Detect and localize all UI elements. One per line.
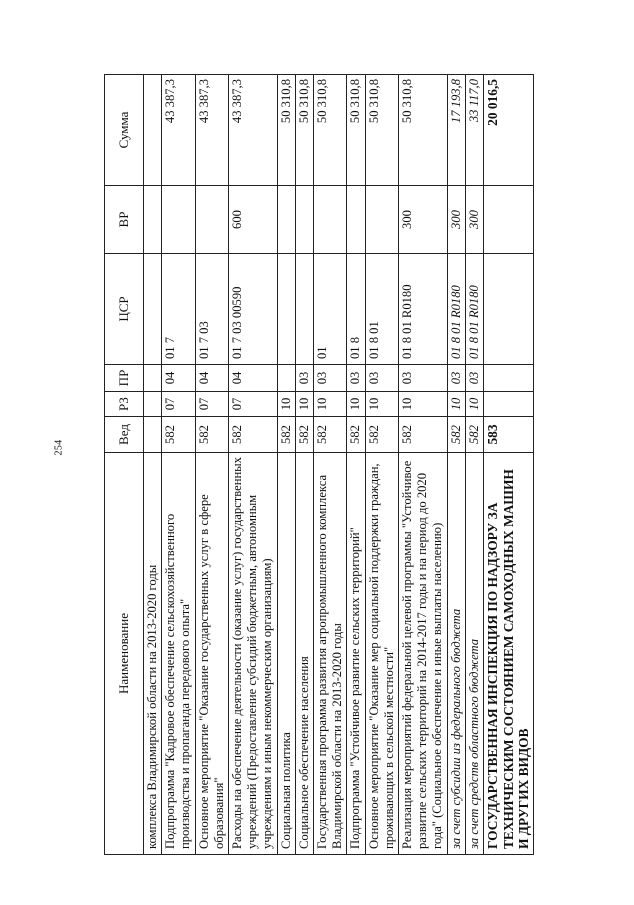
column-header-name: Наименование <box>105 453 144 855</box>
cell-sum: 43 387,3 <box>195 75 228 186</box>
cell-csr: 01 8 01 R0180 <box>447 254 465 365</box>
cell-vr <box>162 186 195 254</box>
table-row <box>162 75 195 855</box>
table-row <box>314 75 347 855</box>
cell-sum: 50 310,8 <box>314 75 347 186</box>
cell-rz: 10 <box>295 392 313 417</box>
cell-name: Социальное обеспечение населения <box>295 453 313 855</box>
cell-rz: 10 <box>447 392 465 417</box>
column-header-csr: ЦСР <box>105 254 144 365</box>
cell-vr: 300 <box>465 186 483 254</box>
table-row <box>277 75 295 855</box>
cell-name: Подпрограмма "Устойчивое развитие сельских территорий" <box>347 453 365 855</box>
column-header-ved: Вед <box>105 417 144 453</box>
cell-rz: 10 <box>347 392 365 417</box>
table-row <box>144 75 162 855</box>
cell-ved: 582 <box>447 417 465 453</box>
table-row <box>229 75 278 855</box>
cell-pr <box>484 365 534 392</box>
cell-sum: 50 310,8 <box>277 75 295 186</box>
cell-sum: 50 310,8 <box>399 75 448 186</box>
cell-rz: 10 <box>465 392 483 417</box>
cell-vr <box>144 186 162 254</box>
cell-name: комплекса Владимирской области на 2013-2020 годы <box>144 453 162 855</box>
cell-vr <box>295 186 313 254</box>
cell-rz: 10 <box>399 392 448 417</box>
cell-name: Подпрограмма "Кадровое обеспечение сельскохозяйственного производства и пропаганда передового опыта" <box>162 453 195 855</box>
table-header-row <box>105 75 144 855</box>
cell-vr <box>314 186 347 254</box>
cell-name: Государственная программа развития агропромышленного комплекса Владимирской области на 2013-2020 годы <box>314 453 347 855</box>
cell-vr <box>195 186 228 254</box>
cell-csr: 01 8 01 <box>365 254 398 365</box>
cell-name: Расходы на обеспечение деятельности (оказание услуг) государственных учреждений (Предоставление субсидий бюджетным, автономным учреждениям и иным некоммерческим организациям) <box>229 453 278 855</box>
cell-ved: 582 <box>162 417 195 453</box>
cell-sum: 43 387,3 <box>229 75 278 186</box>
cell-csr: 01 <box>314 254 347 365</box>
cell-sum: 33 117,0 <box>465 75 483 186</box>
column-header-vr: ВР <box>105 186 144 254</box>
cell-vr: 600 <box>229 186 278 254</box>
cell-vr: 300 <box>399 186 448 254</box>
cell-pr: 04 <box>162 365 195 392</box>
cell-csr: 01 8 01 R0180 <box>465 254 483 365</box>
cell-rz: 07 <box>195 392 228 417</box>
page-number: 254 <box>53 439 65 456</box>
cell-name: Социальная политика <box>277 453 295 855</box>
table-row <box>399 75 448 855</box>
cell-ved: 582 <box>314 417 347 453</box>
table-row <box>465 75 483 855</box>
cell-pr: 03 <box>447 365 465 392</box>
cell-ved: 582 <box>277 417 295 453</box>
cell-name: Реализация мероприятий федеральной целевой программы "Устойчивое развитие сельских территорий на 2014-2017 годы и на период до 2020 года" (Социальное обеспечение и иные выплаты населению) <box>399 453 448 855</box>
cell-csr <box>484 254 534 365</box>
cell-ved: 582 <box>295 417 313 453</box>
cell-rz <box>484 392 534 417</box>
cell-rz: 07 <box>229 392 278 417</box>
cell-csr: 01 8 <box>347 254 365 365</box>
cell-pr: 03 <box>365 365 398 392</box>
rotated-page <box>104 75 583 855</box>
cell-pr <box>144 365 162 392</box>
cell-csr <box>277 254 295 365</box>
table-row <box>484 75 534 855</box>
cell-vr <box>277 186 295 254</box>
cell-ved: 582 <box>465 417 483 453</box>
cell-csr: 01 7 <box>162 254 195 365</box>
column-header-rz: РЗ <box>105 392 144 417</box>
cell-pr: 03 <box>465 365 483 392</box>
table-row <box>195 75 228 855</box>
cell-vr <box>484 186 534 254</box>
cell-csr: 01 7 03 <box>195 254 228 365</box>
cell-rz: 10 <box>365 392 398 417</box>
cell-rz: 10 <box>277 392 295 417</box>
cell-csr: 01 7 03 00590 <box>229 254 278 365</box>
cell-sum: 17 193,8 <box>447 75 465 186</box>
cell-csr <box>144 254 162 365</box>
cell-pr: 04 <box>195 365 228 392</box>
cell-vr <box>365 186 398 254</box>
cell-rz <box>144 392 162 417</box>
column-header-sum: Сумма <box>105 75 144 186</box>
cell-rz: 10 <box>314 392 347 417</box>
cell-pr: 03 <box>347 365 365 392</box>
cell-ved: 582 <box>347 417 365 453</box>
cell-sum: 20 016,5 <box>484 75 534 186</box>
cell-name: ГОСУДАРСТВЕННАЯ ИНСПЕКЦИЯ ПО НАДЗОРУ ЗА ТЕХНИЧЕСКИМ СОСТОЯНИЕМ САМОХОДНЫХ МАШИН И ДРУГИХ ВИДОВ <box>484 453 534 855</box>
cell-sum: 50 310,8 <box>365 75 398 186</box>
cell-pr <box>277 365 295 392</box>
cell-name: Основное мероприятие "Оказание мер социальной поддержки граждан, проживающих в сельской местности" <box>365 453 398 855</box>
table-body <box>144 75 534 855</box>
table-row <box>347 75 365 855</box>
table-row <box>447 75 465 855</box>
cell-ved <box>144 417 162 453</box>
cell-pr: 03 <box>295 365 313 392</box>
column-header-pr: ПР <box>105 365 144 392</box>
cell-ved: 582 <box>229 417 278 453</box>
cell-sum: 50 310,8 <box>295 75 313 186</box>
cell-ved: 582 <box>365 417 398 453</box>
cell-sum: 50 310,8 <box>347 75 365 186</box>
cell-vr: 300 <box>447 186 465 254</box>
budget-table <box>104 74 534 855</box>
cell-ved: 583 <box>484 417 534 453</box>
cell-rz: 07 <box>162 392 195 417</box>
cell-sum <box>144 75 162 186</box>
cell-pr: 03 <box>314 365 347 392</box>
cell-csr: 01 8 01 R0180 <box>399 254 448 365</box>
cell-pr: 04 <box>229 365 278 392</box>
table-row <box>365 75 398 855</box>
table-row <box>295 75 313 855</box>
cell-name: Основное мероприятие "Оказание государственных услуг в сфере образования" <box>195 453 228 855</box>
cell-ved: 582 <box>399 417 448 453</box>
cell-sum: 43 387,3 <box>162 75 195 186</box>
cell-name: за счет субсидии из федерального бюджета <box>447 453 465 855</box>
cell-csr <box>295 254 313 365</box>
cell-vr <box>347 186 365 254</box>
cell-ved: 582 <box>195 417 228 453</box>
cell-name: за счет средств областного бюджета <box>465 453 483 855</box>
cell-pr: 03 <box>399 365 448 392</box>
